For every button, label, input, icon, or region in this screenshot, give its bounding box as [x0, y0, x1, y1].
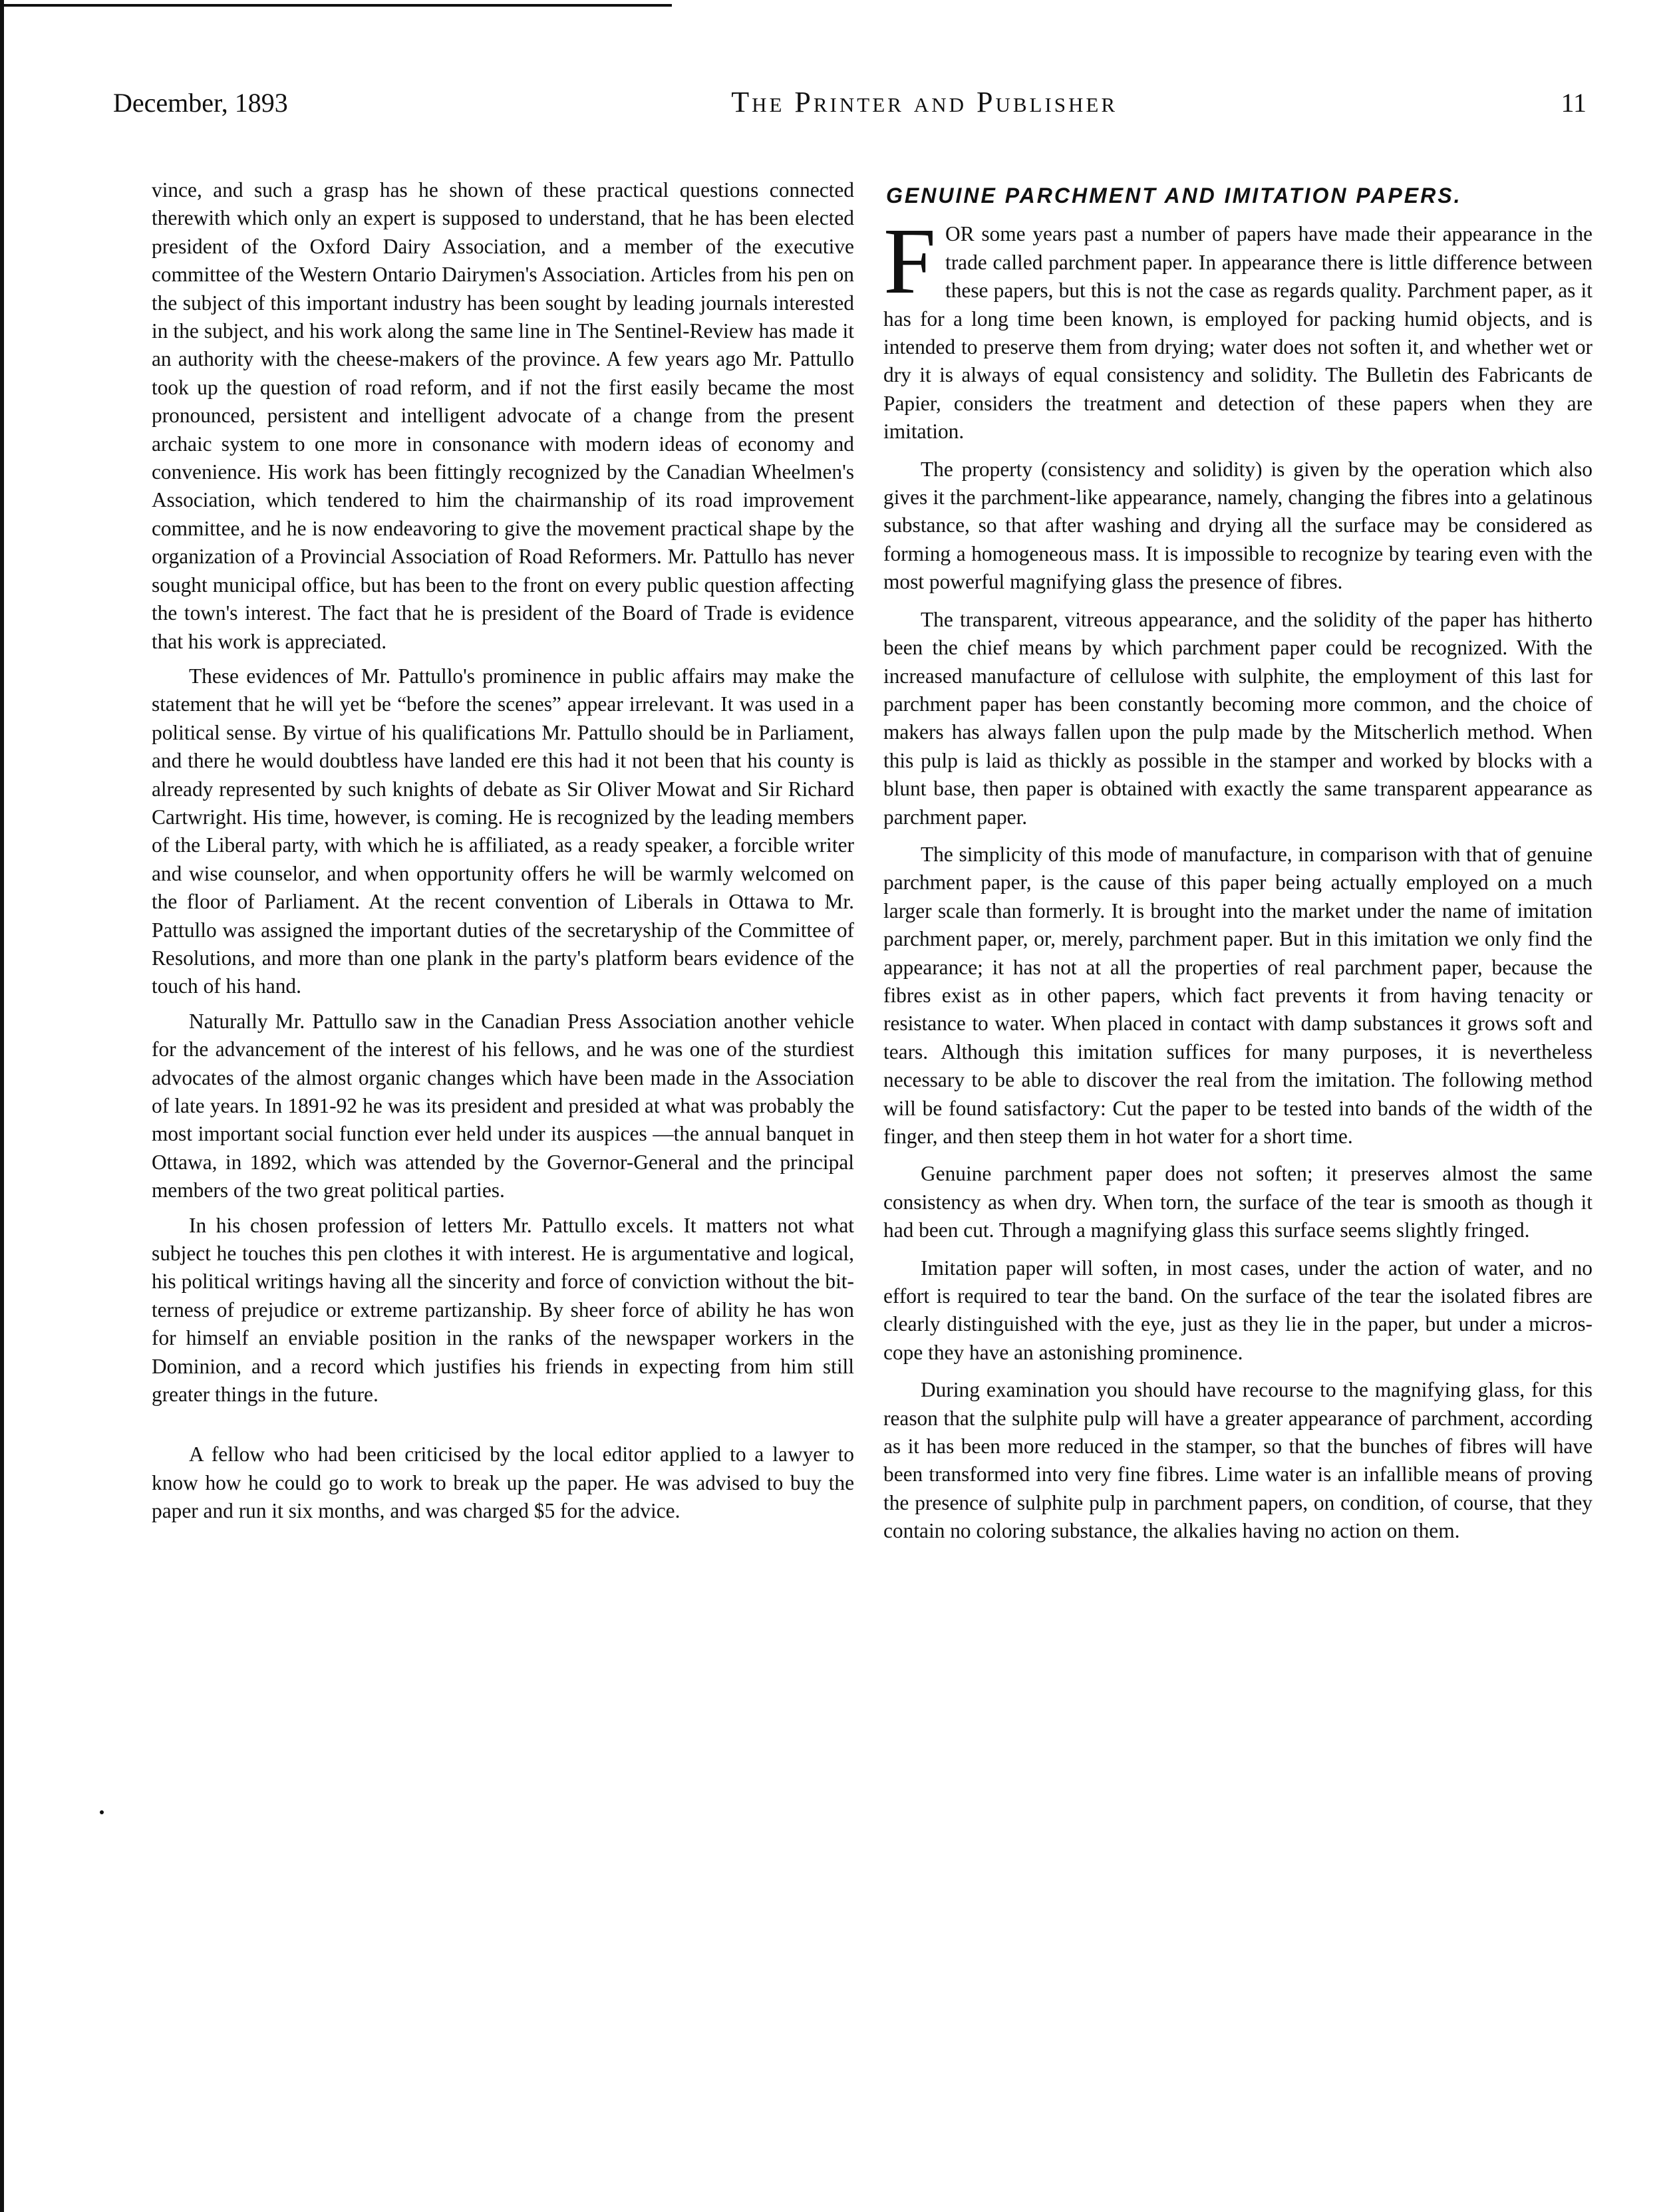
right-paragraph: During examination you should have recourse to the magnifying glass, for this reason that the sulphite pulp will have a greater appearance of parchment, according as it has been more reduced in the stamper, so that the bunches of fibres will have been transformed into very fine fibres. Lime water is an infallible means of proving the presence of sulphite pulp in parchment papers, on condition, of course, that they contain no coloring substance, the alkalies having no action on them.: [883, 1378, 1593, 1543]
left-paragraph: These evidences of Mr. Pattullo's prominence in public affairs may make the statement that he will yet be “before the scenes” appear irrelevant. It was used in a political sense. By virtue of his qualifications Mr. Pattullo should be in Parliament, and there he would doubtless have landed ere this had it not been that his county is already represented by such knights of debate as Sir Oliver Mowat and Sir Richard Cartwright. His time, however, is coming. He is recognized by the leading members of the Liberal party, with which he is affiliated, as a ready speaker, a forcible writer and wise counselor, and when opportunity offers he will be warmly welcomed on the floor of Parliament. At the recent convention of Liberals in Ottawa to Mr. Pattullo was assigned the important duties of the secretaryship of the Committee of Resolutions, and more than one plank in the party's platform bears evidence of the touch of his hand.: [152, 664, 854, 998]
margin-mark: [100, 1810, 104, 1814]
publication-title: The Printer and Publisher: [731, 86, 1118, 118]
left-paragraph: vince, and such a grasp has he shown of these practical questions connected therewith which only an expert is supposed to understand, that he has been elected president of the Oxford Dairy Association, and a member of the executive committee of the Western Ontario Dairymen's Association. Articles from his pen on the subject of this important industry has been sought by leading journals interested in the subject, and his work along the same line in The Sentinel-Review has made it an authority with the cheese-makers of the province. A few years ago Mr. Pattullo took up the question of road reform, and if not the first easily became the most pronounced, persistent and intelligent advocate of a change from the present archaic system to one more in consonance with modern ideas of economy and convenience. His work has been fittingly recognized by the Canadian Wheelmen's Association, which tendered to him the chairmanship of its road improvement committee, and he is now endeavoring to give the movement practical shape by the organization of a Provincial Association of Road Reformers. Mr. Pattullo has never sought municipal office, but has been to the front on every public question affecting the town's interest. The fact that he is president of the Board of Trade is evidence that his work is appreciated.: [152, 178, 854, 653]
issue-date: December, 1893: [113, 88, 288, 118]
left-paragraph: Naturally Mr. Pattullo saw in the Canadian Press Association another vehicle for the advancement of the interest of his fellows, and he was one of the sturdiest advocates of the almost organic changes which have been made in the Association of late years. In 1891-92 he was its president and presided at what was probably the most important social function ever held under its auspices —the annual banquet in Ottawa, in 1892, which was attended by the Governor-General and the principal members of the two great political parties.: [152, 1009, 854, 1202]
page-frame-left-rule: [0, 0, 4, 2212]
lead-paragraph-text: OR some years past a number of papers have made their appearance in the trade called parchment paper. In appearance there is little difference between these papers, but this is not the case as regards quality. Parchment paper, as it has for a long time been known, is employed for packing humid objects, and is intended to preserve them from drying; water does not soften it, and whether wet or dry it is always of equal consistency and solidity. The Bulletin des Fabricants de Papier, considers the treatment and detection of these papers when they are imitation.: [883, 222, 1593, 444]
left-column: [152, 176, 854, 1526]
right-paragraph: The transparent, vitreous appearance, and the solidity of the paper has hitherto been the chief means by which parchment paper could be recognized. With the increased manufacture of cellulose with sulphite, the employment of this last for parchment paper has been constantly becoming more common, and the choice of makers has always fallen upon the pulp made by the Mitscherlich method. When this pulp is laid as thickly as possible in the stamper and worked by blocks with a blunt base, then paper is obtained with exactly the same transparent appearance as parchment paper.: [883, 607, 1593, 829]
left-paragraph: In his chosen profession of letters Mr. Pattullo excels. It matters not what subject he touches this pen clothes it with interest. He is argumentative and logical, his political writings having all the sincerity and force of conviction without the bitterness of prejudice or extreme partizanship. By sheer force of ability he has won for himself an enviable position in the ranks of the newspaper workers in the Dominion, and a record which justifies his friends in expecting from him still greater things in the future.: [152, 1213, 854, 1407]
drop-cap: F: [883, 208, 936, 314]
article-title: GENUINE PARCHMENT AND IMITATION PAPERS.: [886, 184, 1462, 207]
right-column: [883, 176, 1593, 1546]
right-paragraph: Genuine parchment paper does not soften; it preserves almost the same consistency as when dry. When torn, the surface of the tear is smooth as though it had been cut. Through a magnifying glass this surface seems slightly fringed.: [883, 1162, 1593, 1242]
page-frame-top-rule: [0, 4, 672, 7]
anecdote-paragraph: A fellow who had been criticised by the local editor applied to a lawyer to know how he could go to work to break up the paper. He was advised to buy the paper and run it six months, and was charged $5 for the advice.: [152, 1443, 854, 1523]
lead-paragraph: [883, 208, 1593, 446]
right-paragraph: The simplicity of this mode of manufacture, in comparison with that of genuine parchment paper, is the cause of this paper being actually employed on a much larger scale than formerly. It is brought into the market under the name of imitation parchment paper, or, merely, parchment paper. But in this imitation we only find the appearance; it has not at all the properties of real parchment paper, because the fibres exist as in other papers, which fact prevents it from having tenacity or resistance to water. When placed in contact with damp substances it grows soft and tears. Although this imitation suffices for many purposes, it is nevertheless necessary to be able to discover the real from the imitation. The following method will be found satisfactory: Cut the paper to be tested into bands of the width of the finger, and then steep them in hot water for a short time.: [883, 842, 1593, 1148]
right-paragraph: The property (consistency and solidity) is given by the operation which also gives it the parchment-like appearance, namely, changing the fibres into a gelatinous substance, so that after washing and drying all the surface may be considered as forming a homogeneous mass. It is impossible to recognize by tearing even with the most powerful magnifying glass the presence of fibres.: [883, 457, 1593, 594]
page-number: 11: [1561, 88, 1587, 118]
running-head: [113, 85, 1587, 132]
right-paragraph: Imitation paper will soften, in most cases, under the action of water, and no effort is required to tear the band. On the surface of the tear the isolated fibres are clearly distinguished with the eye, just as they lie in the paper, but under a microscope they have an astonishing prominence.: [883, 1256, 1593, 1364]
